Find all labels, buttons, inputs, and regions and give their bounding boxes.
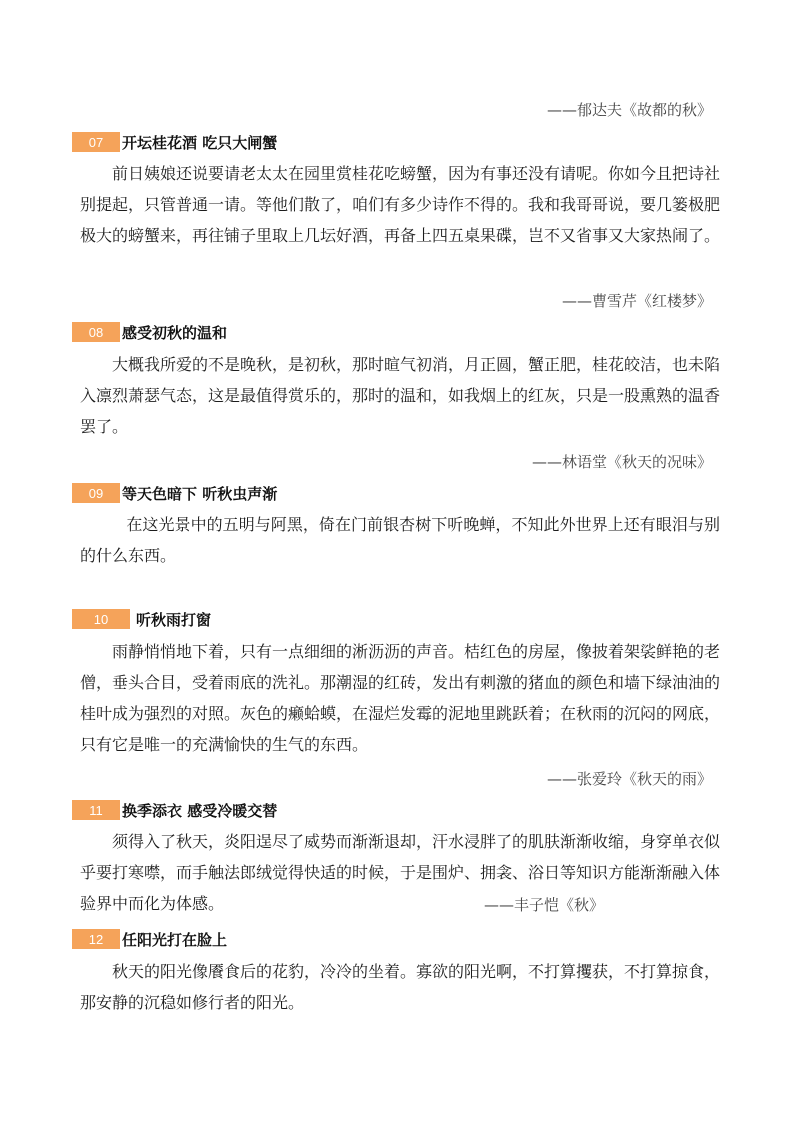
section-number-badge: 08 bbox=[72, 322, 120, 342]
section-number-badge: 07 bbox=[72, 132, 120, 152]
section-title: 开坛桂花酒 吃只大闸蟹 bbox=[122, 133, 278, 152]
section-08-paragraph: 大概我所爱的不是晚秋，是初秋，那时暄气初消，月正圆，蟹正肥，桂花皎洁，也未陷入凛烈萧瑟气态，这是最值得赏乐的，那时的温和，如我烟上的红灰，只是一股熏熟的温香罢了。 bbox=[80, 355, 721, 436]
section-heading-10 bbox=[72, 609, 211, 629]
section-title: 任阳光打在脸上 bbox=[122, 930, 228, 949]
section-heading-07 bbox=[72, 132, 277, 152]
attribution-10: ——张爱玲《秋天的雨》 bbox=[546, 770, 712, 788]
section-title: 换季添衣 感受冷暖交替 bbox=[122, 801, 278, 820]
attribution-11: ——丰子恺《秋》 bbox=[483, 896, 604, 914]
section-heading-11 bbox=[72, 800, 277, 820]
section-number-badge: 09 bbox=[72, 483, 120, 503]
section-heading-12 bbox=[72, 929, 227, 949]
section-number-badge: 12 bbox=[72, 929, 120, 949]
section-title: 听秋雨打窗 bbox=[136, 610, 212, 629]
attribution-intro: ——郁达夫《故都的秋》 bbox=[546, 101, 712, 119]
section-title: 等天色暗下 听秋虫声渐 bbox=[122, 484, 278, 503]
section-title: 感受初秋的温和 bbox=[122, 323, 228, 342]
section-number-badge: 10 bbox=[72, 609, 130, 629]
section-07-paragraph: 前日姨娘还说要请老太太在园里赏桂花吃螃蟹，因为有事还没有请呢。你如今且把诗社别提起，只管普通一请。等他们散了，咱们有多少诗作不得的。我和我哥哥说，要几篓极肥极大的螃蟹来，再往铺子里取上几坛好酒，再备上四五桌果碟，岂不又省事又大家热闹了。 bbox=[80, 164, 721, 245]
section-12-paragraph: 秋天的阳光像餍食后的花豹，冷冷的坐着。寡欲的阳光啊，不打算攫获，不打算掠食，那安静的沉稳如修行者的阳光。 bbox=[80, 962, 721, 1012]
attribution-08: ——林语堂《秋天的况味》 bbox=[531, 453, 712, 471]
section-10-paragraph: 雨静悄悄地下着，只有一点细细的淅沥沥的声音。桔红色的房屋，像披着架裟鲜艳的老僧，垂头合目，受着雨底的洗礼。那潮湿的红砖，发出有刺激的猪血的颜色和墙下绿油油的桂叶成为强烈的对照。灰色的癞蛤蟆，在湿烂发霉的泥地里跳跃着；在秋雨的沉闷的网底，只有它是唯一的充满愉快的生气的东西。 bbox=[80, 642, 721, 754]
section-number-badge: 11 bbox=[72, 800, 120, 820]
section-heading-09 bbox=[72, 483, 277, 503]
section-09-paragraph: 在这光景中的五明与阿黑，倚在门前银杏树下听晚蝉，不知此外世界上还有眼泪与别的什么东西。 bbox=[80, 515, 720, 565]
attribution-07: ——曹雪芹《红楼梦》 bbox=[561, 292, 712, 310]
section-11-paragraph: 须得入了秋天，炎阳逞尽了威势而渐渐退却，汗水浸胖了的肌肤渐渐收缩，身穿单衣似乎要打寒噤，而手触法郎绒觉得快适的时候，于是围炉、拥衾、浴日等知识方能渐渐融入体验界中而化为体感。 bbox=[80, 832, 721, 913]
section-heading-08 bbox=[72, 322, 227, 342]
